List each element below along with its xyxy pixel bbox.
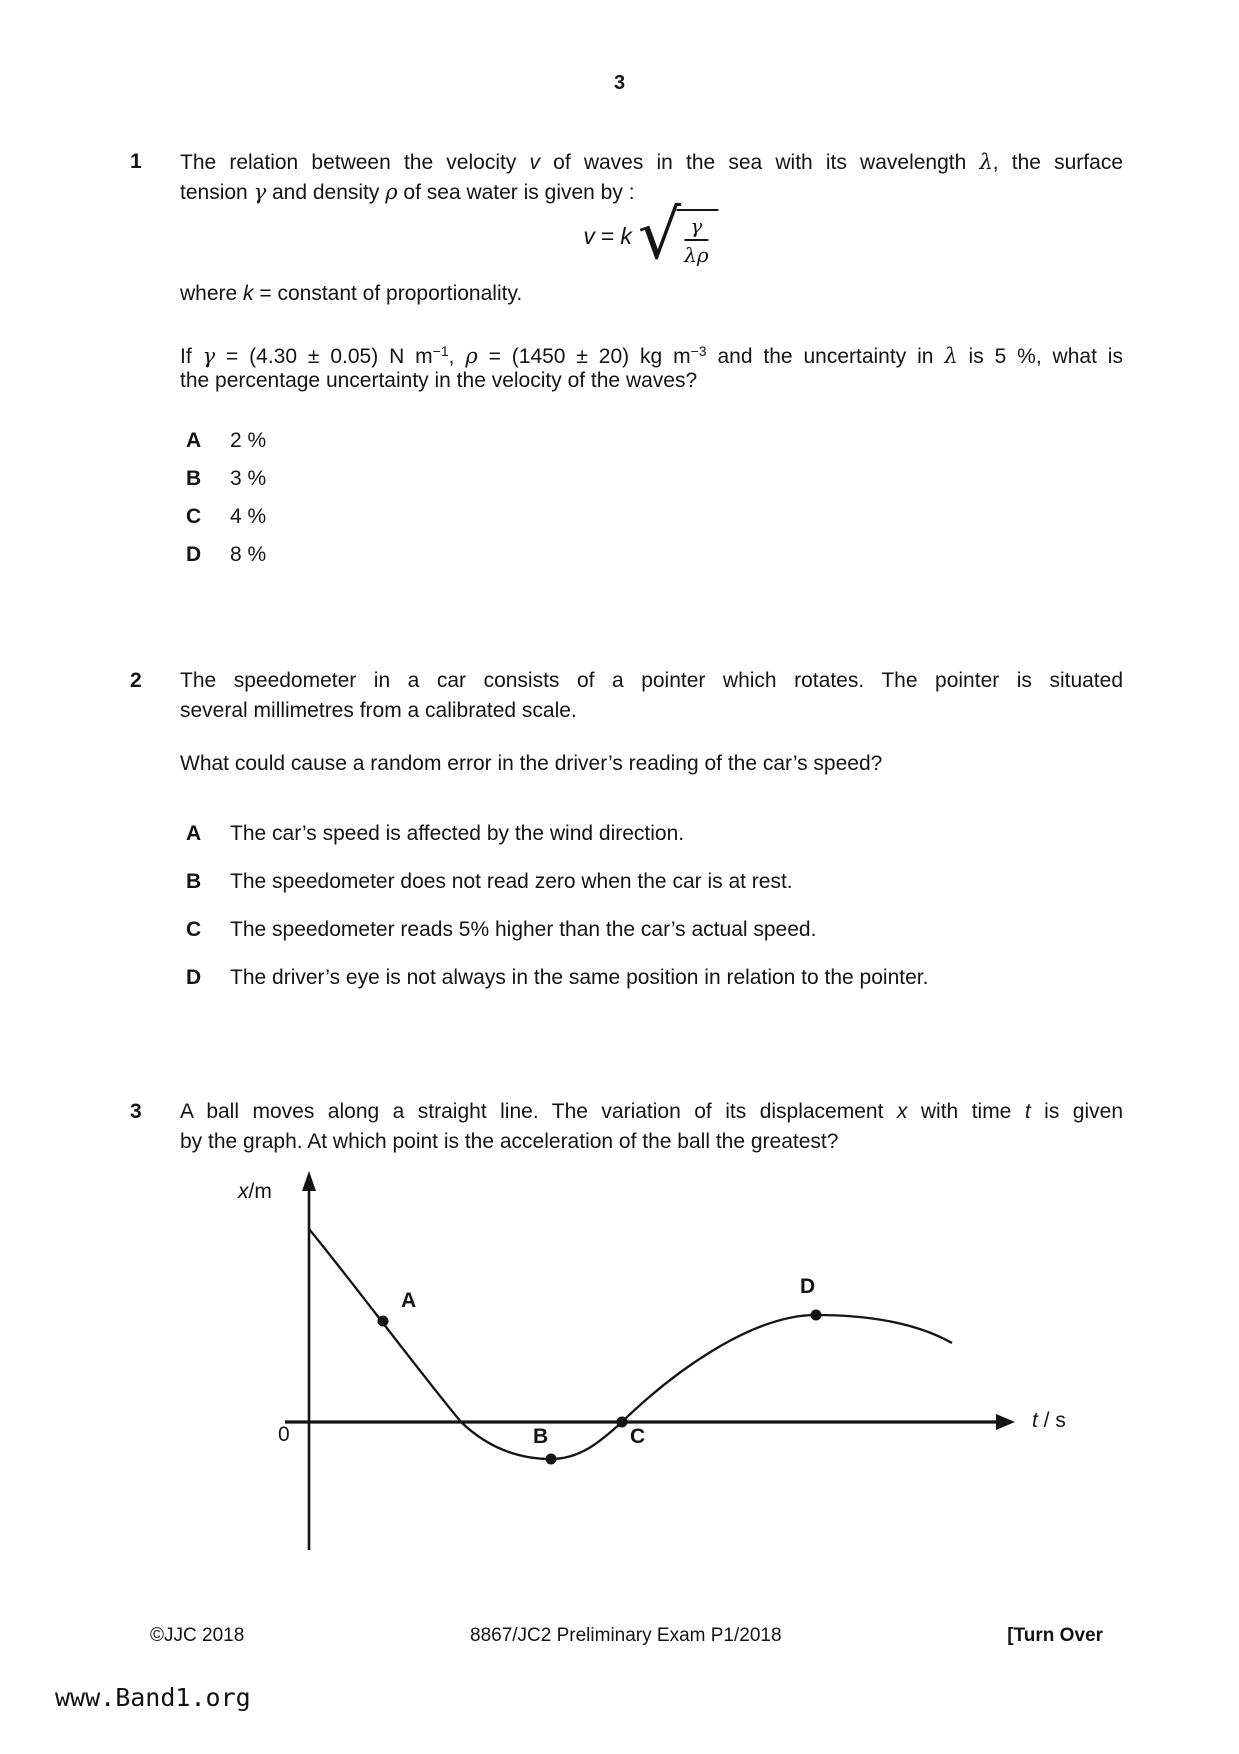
option-text: The car’s speed is affected by the wind direction. xyxy=(230,822,685,845)
option-letter: C xyxy=(186,505,202,528)
option-letter: D xyxy=(186,966,202,989)
q1-given-line2: the percentage uncertainty in the velocity of the waves? xyxy=(180,369,698,392)
footer-copyright: ©JJC 2018 xyxy=(150,1625,245,1646)
q2-option-c xyxy=(186,915,816,945)
x-axis-arrow-icon xyxy=(996,1414,1015,1430)
q3-line2: by the graph. At which point is the acceleration of the ball the greatest? xyxy=(180,1130,839,1153)
equation-wave-speed xyxy=(580,196,721,275)
q1-given-line1: If γ = (4.30 ± 0.05) N $m^{-1}$, ρ = (1450 ± 20) kg $m^{-3}$ and the uncertainty in λ is 5 %, what is xyxy=(180,343,1123,368)
page-number: 3 xyxy=(613,72,626,94)
q2-question-line: What could cause a random error in the driver’s reading of the car’s speed? xyxy=(180,752,883,775)
watermark-url: www.Band1.org xyxy=(55,1683,251,1712)
option-text: 2 % xyxy=(230,429,267,452)
footer-turn-over: [Turn Over xyxy=(1007,1625,1103,1646)
footer-paper-code: 8867/JC2 Preliminary Exam P1/2018 xyxy=(470,1625,782,1646)
q1-line2: tension γ and density ρ of sea water is given by : xyxy=(180,180,635,204)
q2-line1: The speedometer in a car consists of a pointer which rotates. The pointer is situated xyxy=(180,669,1123,692)
q2-option-b xyxy=(186,867,793,897)
option-letter: A xyxy=(186,429,202,452)
q1-number: 1 xyxy=(130,150,142,173)
x-axis-label: t / s xyxy=(1032,1409,1066,1432)
option-letter: B xyxy=(186,467,202,490)
point-dot-d xyxy=(811,1310,822,1321)
radical xyxy=(637,196,719,275)
formula-k: k xyxy=(620,222,632,249)
option-text: 4 % xyxy=(230,505,267,528)
displacement-time-graph xyxy=(230,1165,1100,1560)
point-dot-a xyxy=(378,1316,389,1327)
point-label-c: C xyxy=(630,1425,646,1448)
y-axis-arrow-icon xyxy=(302,1171,316,1191)
q1-line1: The relation between the velocity v of waves in the sea with its wavelength λ, the surface xyxy=(180,150,1123,174)
formula-v: v xyxy=(583,222,595,249)
point-label-d: D xyxy=(800,1275,816,1298)
q1-option-b xyxy=(186,464,266,494)
fraction-numerator: γ xyxy=(690,214,703,238)
q3-number: 3 xyxy=(130,1100,142,1123)
q2-option-a xyxy=(186,819,684,849)
option-text: The speedometer reads 5% higher than the car’s actual speed. xyxy=(230,918,817,941)
option-letter: C xyxy=(186,918,202,941)
option-text: 3 % xyxy=(230,467,267,490)
option-text: 8 % xyxy=(230,543,267,566)
point-label-b: B xyxy=(533,1425,549,1448)
option-letter: A xyxy=(186,822,202,845)
option-text: The driver’s eye is not always in the same position in relation to the pointer. xyxy=(230,966,929,989)
q1-option-d xyxy=(186,540,266,570)
fraction xyxy=(684,215,708,266)
q2-number: 2 xyxy=(130,669,142,692)
radical-sign-icon: √ xyxy=(637,196,682,275)
q1-where-line: where k = constant of proportionality. xyxy=(180,282,523,305)
option-text: The speedometer does not read zero when the car is at rest. xyxy=(230,870,793,893)
radical-content xyxy=(676,209,718,266)
q3-line1: A ball moves along a straight line. The variation of its displacement x with time t is given xyxy=(180,1100,1123,1123)
point-label-a: A xyxy=(401,1289,417,1312)
page-footer xyxy=(150,1625,1103,1647)
option-letter: B xyxy=(186,870,202,893)
point-dot-b xyxy=(546,1454,557,1465)
point-dot-c xyxy=(617,1417,628,1428)
y-axis-label: x/m xyxy=(238,1180,272,1203)
origin-label: 0 xyxy=(278,1423,290,1446)
option-letter: D xyxy=(186,543,202,566)
q2-option-d xyxy=(186,963,928,993)
q2-line2: several millimetres from a calibrated scale. xyxy=(180,699,577,722)
formula-equals: = xyxy=(600,222,615,249)
q1-option-a xyxy=(186,426,266,456)
q1-option-c xyxy=(186,502,266,532)
fraction-denominator: λρ xyxy=(684,243,709,267)
fraction-bar xyxy=(684,239,708,241)
